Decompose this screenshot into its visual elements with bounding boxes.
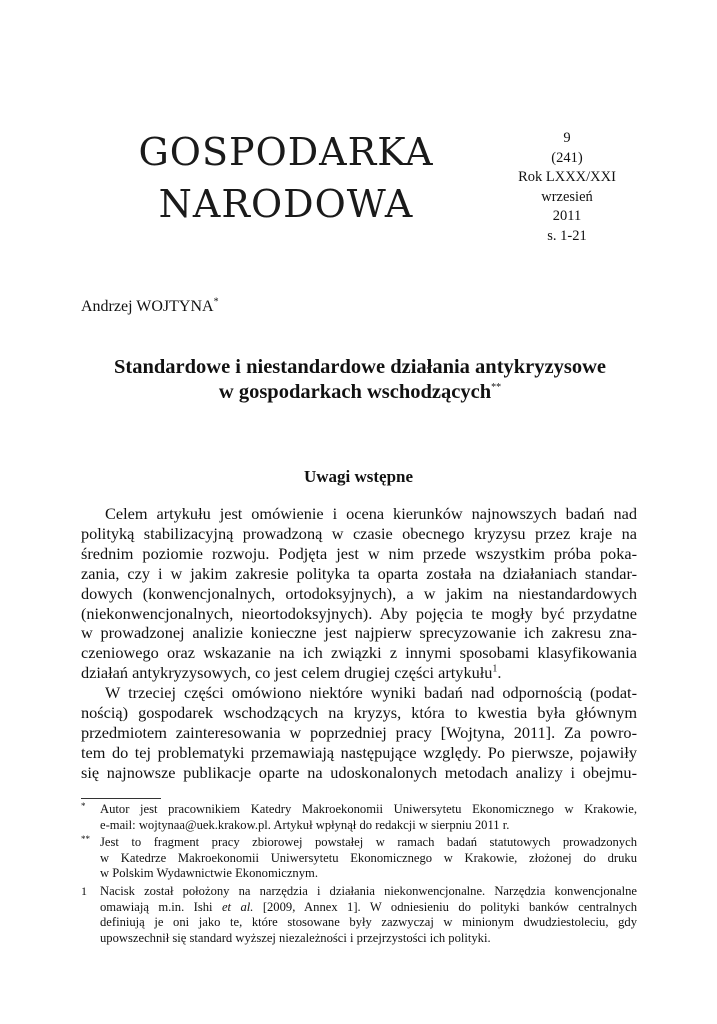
body-line: czeniowego oraz wskazanie na ich związki z innymi sposobami klasyfikowania bbox=[81, 643, 637, 663]
issue-month: wrzesień bbox=[541, 188, 593, 205]
footnote-separator bbox=[81, 798, 161, 799]
footnote-line: e-mail: wojtynaa@uek.krakow.pl. Artykuł wpłynął do redakcji w sierpniu 2011 r. bbox=[100, 817, 510, 832]
issue-year-label: Rok LXXX/XXI bbox=[518, 169, 616, 185]
author-footnote-mark: * bbox=[213, 296, 219, 308]
footnote-mark: ** bbox=[81, 834, 90, 845]
footnote-author bbox=[81, 802, 637, 833]
footnote-1 bbox=[81, 884, 637, 946]
body-line-end: . bbox=[497, 663, 502, 683]
issue-year: 2011 bbox=[552, 208, 582, 224]
issue-info bbox=[504, 129, 630, 246]
journal-title-line1: GOSPODARKA bbox=[138, 130, 434, 174]
article-title-line2-text: w gospodarkach wschodzących bbox=[218, 381, 492, 403]
body-line: nością) gospodarek wschodzących na kryzys, która to kwestia była głównym bbox=[81, 703, 637, 723]
footnote-article bbox=[81, 835, 637, 882]
footnote-line: Jest to fragment pracy zbiorowej powstałej w ramach badań statutowych prowadzonych bbox=[100, 835, 637, 850]
body-line-text: działań antykryzysowych, co jest celem drugiej części artykułu bbox=[81, 663, 493, 683]
article-title-line1: Standardowe i niestandardowe działania antykryzysowe bbox=[113, 356, 607, 378]
journal-title bbox=[96, 126, 476, 230]
article-title-footnote-mark: ** bbox=[491, 382, 502, 394]
author-first-name: Andrzej bbox=[81, 298, 133, 315]
issue-pages: s. 1-21 bbox=[547, 227, 587, 244]
author bbox=[81, 298, 219, 316]
body-line: Celem artykułu jest omówienie i ocena kierunków najnowszych badań nad bbox=[105, 504, 637, 523]
body-line: średnim poziomie rozwoju. Podjęta jest w nim przede wszystkim próba poka- bbox=[81, 543, 637, 563]
article-title-line2 bbox=[70, 380, 650, 405]
footnote-line: upowszechnił się standard wyższej niezależności i przejrzystości ich polityki. bbox=[100, 930, 491, 945]
footnote-line: definiują je oni jako te, które stosowane były zazwyczaj w minionym dwudziestoleciu, gdy bbox=[100, 915, 637, 930]
section-heading: Uwagi wstępne bbox=[303, 467, 414, 486]
footnote-line-part: omawiają m.in. Ishi bbox=[100, 899, 213, 914]
body-line: (niekonwencjonalnych, nieortodoksyjnych). Aby pojęcia te mogły być przydatne bbox=[81, 603, 637, 623]
body-line: W trzeciej części omówiono niektóre wyniki badań nad odpornością (podat- bbox=[105, 683, 637, 703]
body-line: polityką stabilizacyjną prowadzoną w czasie obecnego kryzysu przez kraje na bbox=[81, 523, 637, 543]
issue-number: 9 bbox=[563, 130, 571, 146]
journal-title-line2: NARODOWA bbox=[158, 182, 414, 226]
body-line: dowych (konwencjonalnych, ortodoksyjnych), a w jakim na niestandardowych bbox=[81, 583, 637, 603]
footnote-line: Autor jest pracownikiem Katedry Makroekonomii Uniwersytetu Ekonomicznego w Krakowie, bbox=[100, 802, 637, 816]
footnote-line-part: [2009, Annex 1]. W odniesieniu do polityki banków centralnych bbox=[262, 899, 637, 914]
body-line: przedmiotem zainteresowania w poprzedniej pracy [Wojtyna, 2011]. Za powro- bbox=[81, 722, 637, 742]
footnote-italic: et al. bbox=[221, 899, 254, 914]
issue-cumulative-number: (241) bbox=[551, 149, 583, 166]
body-line: zania, czy i w jakim zakresie polityka ta oparta została na działaniach standar- bbox=[81, 563, 637, 583]
footnote-mark: * bbox=[81, 801, 86, 811]
footnote-line: w Polskim Wydawnictwie Ekonomicznym. bbox=[100, 866, 318, 881]
body-line: w prowadzonej analizie konieczne jest najpierw sprecyzowanie ich zakresu zna- bbox=[81, 623, 637, 643]
footnote-line bbox=[100, 900, 637, 916]
footnotes bbox=[81, 802, 637, 948]
footnote-mark: 1 bbox=[81, 883, 87, 898]
article-title bbox=[70, 355, 650, 405]
author-last-name: WOJTYNA bbox=[136, 298, 214, 315]
footnote-ref[interactable]: 1 bbox=[492, 663, 498, 675]
body-line: się najnowsze publikacje oparte na udoskonalonych metodach analizy i obejmu- bbox=[81, 762, 637, 782]
body-line bbox=[81, 663, 637, 683]
footnote-line: w Katedrze Makroekonomii Uniwersytetu Ekonomicznego w Krakowie, złożonej do druku bbox=[100, 850, 637, 865]
body-text bbox=[81, 504, 637, 783]
footnote-line: Nacisk został położony na narzędzia i działania niekonwencjonalne. Narzędzia konwencjonalne bbox=[100, 883, 637, 898]
body-line: tem do tej problematyki przemawiają następujące względy. Po pierwsze, pojawiły bbox=[81, 742, 637, 762]
